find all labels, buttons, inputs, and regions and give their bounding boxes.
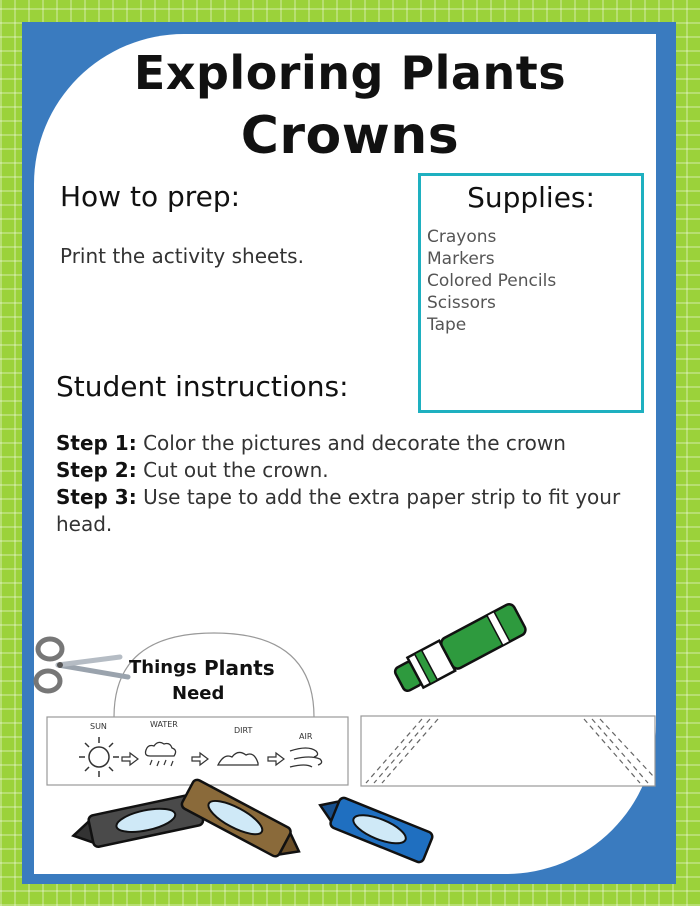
crown-label-water: WATER: [150, 720, 178, 729]
page-title: Exploring Plants: [133, 46, 567, 100]
paper-strip-illustration: [360, 715, 656, 787]
step-text: Cut out the crown.: [143, 458, 329, 482]
scissors-icon: [30, 635, 132, 697]
instructions-heading: Student instructions:: [56, 370, 349, 403]
step-item: [56, 430, 656, 457]
crown-label-dirt: DIRT: [234, 726, 253, 735]
step-label: Step 1:: [56, 431, 137, 455]
supplies-list: [427, 226, 556, 336]
supplies-item: Scissors: [427, 293, 496, 313]
steps-list: [56, 430, 656, 538]
crown-title-word3: Need: [172, 683, 225, 704]
supplies-heading: Supplies:: [467, 181, 595, 214]
step-text: Use tape to add the extra paper strip to fit your head.: [56, 485, 621, 536]
step-item: [56, 457, 656, 484]
step-item: [56, 484, 656, 538]
crown-label-air: AIR: [299, 732, 313, 741]
supplies-item: Crayons: [427, 227, 497, 247]
supplies-item: Colored Pencils: [427, 271, 557, 291]
step-label: Step 2:: [56, 458, 137, 482]
page-subtitle: Crowns: [240, 106, 460, 166]
supplies-box: [418, 173, 644, 413]
marker-icon: [380, 600, 540, 700]
supplies-item: Markers: [427, 249, 495, 269]
step-text: Color the pictures and decorate the crown: [143, 431, 566, 455]
step-label: Step 3:: [56, 485, 137, 509]
supplies-item: Tape: [427, 315, 467, 335]
crown-label-sun: SUN: [90, 722, 107, 731]
crayon-icon: [312, 785, 437, 870]
prep-text: Print the activity sheets.: [60, 244, 304, 268]
crown-title-word1: Things: [129, 657, 197, 678]
crayon-icon: [175, 775, 310, 865]
prep-heading: How to prep:: [60, 180, 241, 213]
crown-title-word2: Plants: [204, 656, 275, 680]
